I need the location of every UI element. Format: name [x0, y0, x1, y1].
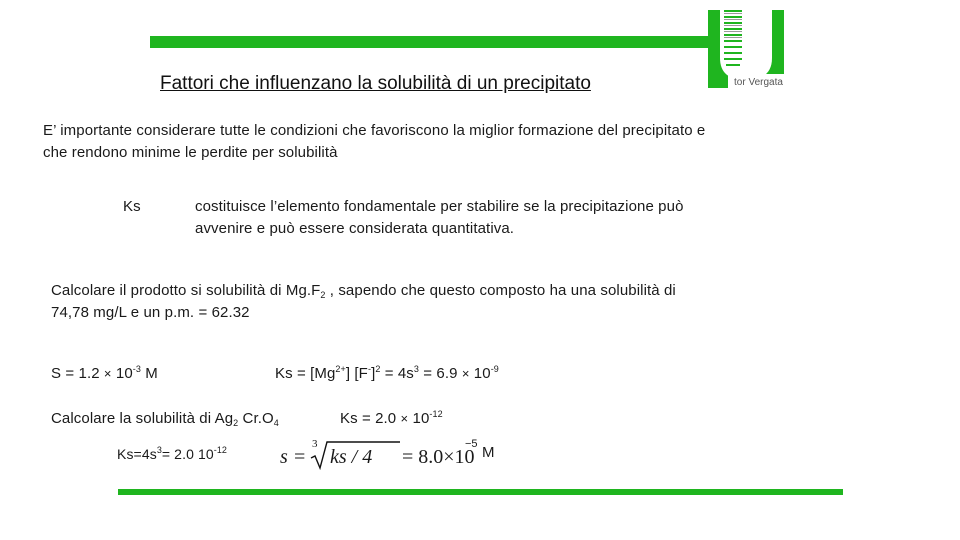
problem2-question: Calcolare la solubilità di $Ag_2$ $Cr.O_4$ — [51, 410, 279, 428]
formula-exponent: −5 — [465, 438, 478, 450]
ks-definition-line-1: costituisce l’elemento fondamentale per stabilire se la precipitazione può — [195, 198, 684, 215]
formula-radicand: ks / 4 — [330, 446, 373, 468]
logo-caption: tor Vergata — [734, 77, 783, 88]
ks-term: Ks — [123, 198, 141, 215]
problem1-line-2: 74,78 mg/L e un p.m. = 62.32 — [51, 304, 250, 321]
formula-lhs: s = — [280, 446, 307, 468]
bottom-accent-bar — [118, 489, 843, 495]
formula-root-index: 3 — [312, 438, 318, 450]
problem1-line-1: Calcolare il prodotto si solubilità di $Mg.F_2$ , sapendo che questo composto ha una solubilità di — [51, 282, 676, 300]
intro-line-2: che rendono minime le perdite per solubilità — [43, 144, 338, 161]
formula-unit: M — [482, 444, 495, 461]
formula-value: = 8.0×10 — [402, 446, 475, 468]
problem2-ks-relation: $Ks=4s^3= 2.0$ $10^{-12}$ — [117, 445, 228, 462]
solubility-result: $S = 1.2 \times 10^{-3}$ M — [51, 364, 158, 382]
problem2-ks-given: $Ks = 2.0 \times 10^{-12}$ — [340, 409, 443, 427]
intro-line-1: E’ importante considerare tutte le condizioni che favoriscono la miglior formazione del precipitato e — [43, 122, 706, 139]
ks-definition-line-2: avvenire e può essere considerata quantitativa. — [195, 220, 515, 237]
solubility-formula — [278, 436, 498, 470]
ks-expression: $Ks = [Mg^{2+}] [F^-]^2 = 4s^3 = 6.9 \times 10^{-9}$ — [275, 364, 499, 382]
top-accent-bar — [150, 36, 735, 48]
page-title: Fattori che influenzano la solubilità di un precipitato — [160, 73, 591, 94]
